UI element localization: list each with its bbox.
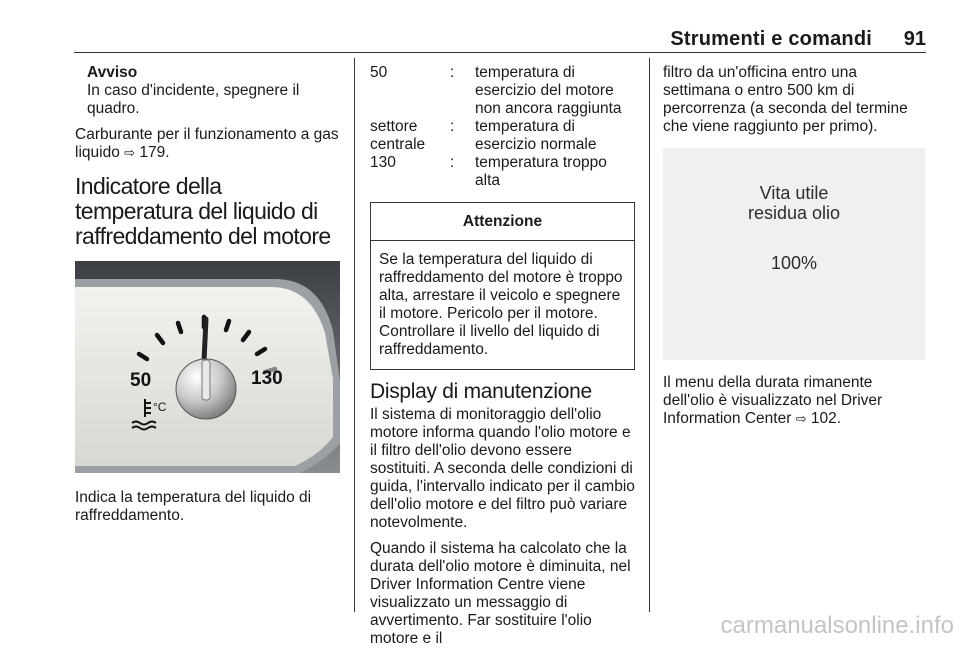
definition-key: 130 <box>370 154 396 171</box>
gauge-label-low: 50 <box>130 370 152 391</box>
note-text: In caso d'incidente, spegnere il quadro. <box>87 82 300 117</box>
gauge-knob-grip <box>202 360 210 400</box>
temperature-definitions <box>370 64 635 190</box>
oil-life-label-line2: residua olio <box>747 203 841 223</box>
maintenance-heading: Display di manutenzione <box>370 380 592 403</box>
coolant-heading: Indicatore della temperatura del liquido di raffreddamento del motore <box>75 173 331 249</box>
page-number: 91 <box>903 28 926 50</box>
definition-colon: : <box>450 154 455 171</box>
definition-row <box>370 154 635 190</box>
definition-colon: : <box>450 118 455 135</box>
fuel-paragraph <box>75 126 340 162</box>
menu-text: Il menu della durata rimanente dell'olio è visualizzato nel Driver Information Center <box>663 374 883 427</box>
definition-row <box>370 118 635 154</box>
column-divider-1 <box>354 58 355 612</box>
reference-arrow-icon: ⇨ <box>124 145 136 160</box>
reference-arrow-icon: ⇨ <box>795 411 807 426</box>
column-2 <box>370 64 635 656</box>
menu-paragraph <box>663 374 925 428</box>
maintenance-paragraph-1: Il sistema di monitoraggio dell'olio motore informa quando l'olio motore e il filtro dell'olio devono essere sostituiti. A seconda delle condizioni di guida, l'intervallo indicato per il cambio dell'olio motore e del filtro può variare notevolmente. <box>370 406 635 531</box>
coolant-gauge-image <box>75 261 340 473</box>
fuel-text: Carburante per il funzionamento a gas liquido <box>75 126 339 161</box>
oil-life-value: 100% <box>770 253 818 273</box>
watermark: carmanualsonline.info <box>720 612 954 639</box>
gauge-label-high: 130 <box>251 368 283 389</box>
definition-value: temperatura di esercizio del motore non ancora raggiunta <box>475 64 622 117</box>
gauge-caption: Indica la temperatura del liquido di raffreddamento. <box>75 489 312 524</box>
section-title: Strumenti e comandi <box>670 28 872 50</box>
header-divider <box>74 52 926 53</box>
caution-text: Se la temperatura del liquido di raffreddamento del motore è troppo alta, arrestare il veicolo e spegnere il motore. Pericolo per il motore. Controllare il livello del liquido di raffreddamento. <box>379 251 623 358</box>
fuel-page-ref[interactable]: 179. <box>139 144 170 161</box>
column-1 <box>75 64 340 533</box>
caution-box <box>370 202 635 370</box>
definition-key: 50 <box>370 64 388 81</box>
maintenance-paragraph-3: filtro da un'officina entro una settimana o entro 500 km di percorrenza (a seconda del termine che viene raggiunto per primo). <box>663 64 908 135</box>
maintenance-paragraph-2: Quando il sistema ha calcolato che la durata dell'olio motore è diminuita, nel Driver Information Centre viene visualizzato un messaggio di avvertimento. Far sostituire l'olio motore e il <box>370 540 631 647</box>
definition-colon: : <box>450 64 455 81</box>
definition-value: temperatura di esercizio normale <box>475 118 597 153</box>
definition-value: temperatura troppo alta <box>475 154 607 189</box>
note-title: Avviso <box>87 64 138 81</box>
oil-life-label-line1: Vita utile <box>759 183 829 203</box>
caution-title: Attenzione <box>371 203 634 241</box>
definition-key: settore centrale <box>370 118 426 153</box>
gauge-needle <box>204 319 206 361</box>
oil-life-display-image <box>663 148 925 360</box>
column-divider-2 <box>649 58 650 612</box>
gauge-unit: °C <box>153 400 167 414</box>
definition-row <box>370 64 635 118</box>
menu-page-ref[interactable]: 102. <box>810 410 842 427</box>
column-3 <box>663 64 925 436</box>
